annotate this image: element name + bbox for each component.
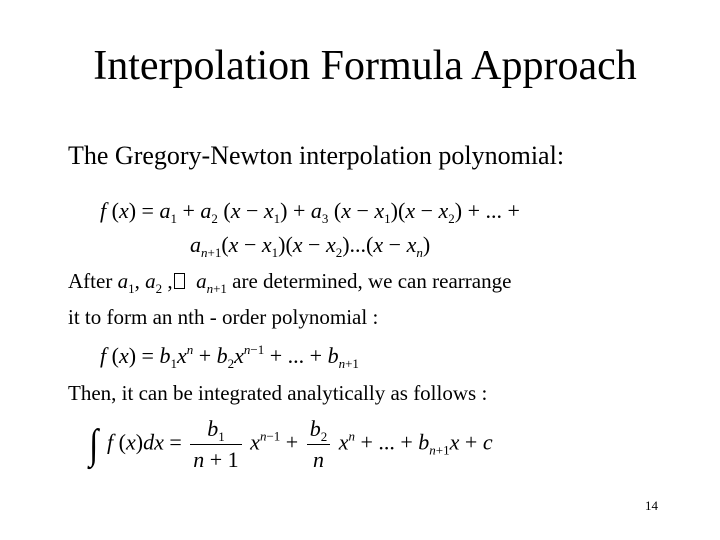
integral-sign-icon: ∫ (89, 421, 99, 468)
after-text: After (68, 269, 113, 293)
are-determined-text: are determined, we can rearrange (232, 269, 512, 293)
integral-equation: ∫ f (x)dx = $\frac{b_1}{n + 1}$ $x^{n-1}$ + $\frac{b_2}{n}$ $x^n$ + ... + $b_{n+1}x + c$ (89, 416, 493, 472)
ellipsis-glyph-icon (174, 273, 185, 289)
fraction-b2-over-n: $\frac{b_2}{n}$ (307, 415, 331, 474)
polynomial-equation: f $(x) = b_1x^n + b_2x^{n-1}$ + ... + $b_{n+1}$ (100, 342, 359, 371)
gregory-newton-equation-line-2: $a_{n+1}(x - x_1)(x - x_2)...(x - x_n)$ (190, 232, 431, 260)
page-number: 14 (645, 498, 658, 513)
slide-subtitle: The Gregory-Newton interpolation polynomial: (68, 141, 565, 170)
integration-intro-line: Then, it can be integrated analytically as follows : (68, 381, 488, 405)
slide-title: Interpolation Formula Approach (93, 43, 637, 89)
form-polynomial-line: it to form an nth - order polynomial : (68, 305, 379, 329)
after-coefficients-line: After $a_1$, $a_2$ , $a_{n+1}$ are determined, we can rearrange (68, 269, 512, 296)
gregory-newton-equation-line-1: f $(x) = a_1 + a_2$ $(x - x_1) + a_3$ $(x - x_1)(x - x_2)$ + ... + (100, 198, 520, 226)
fraction-b1-over-n-plus-1: $\frac{b_1}{n + 1}$ (190, 415, 241, 474)
